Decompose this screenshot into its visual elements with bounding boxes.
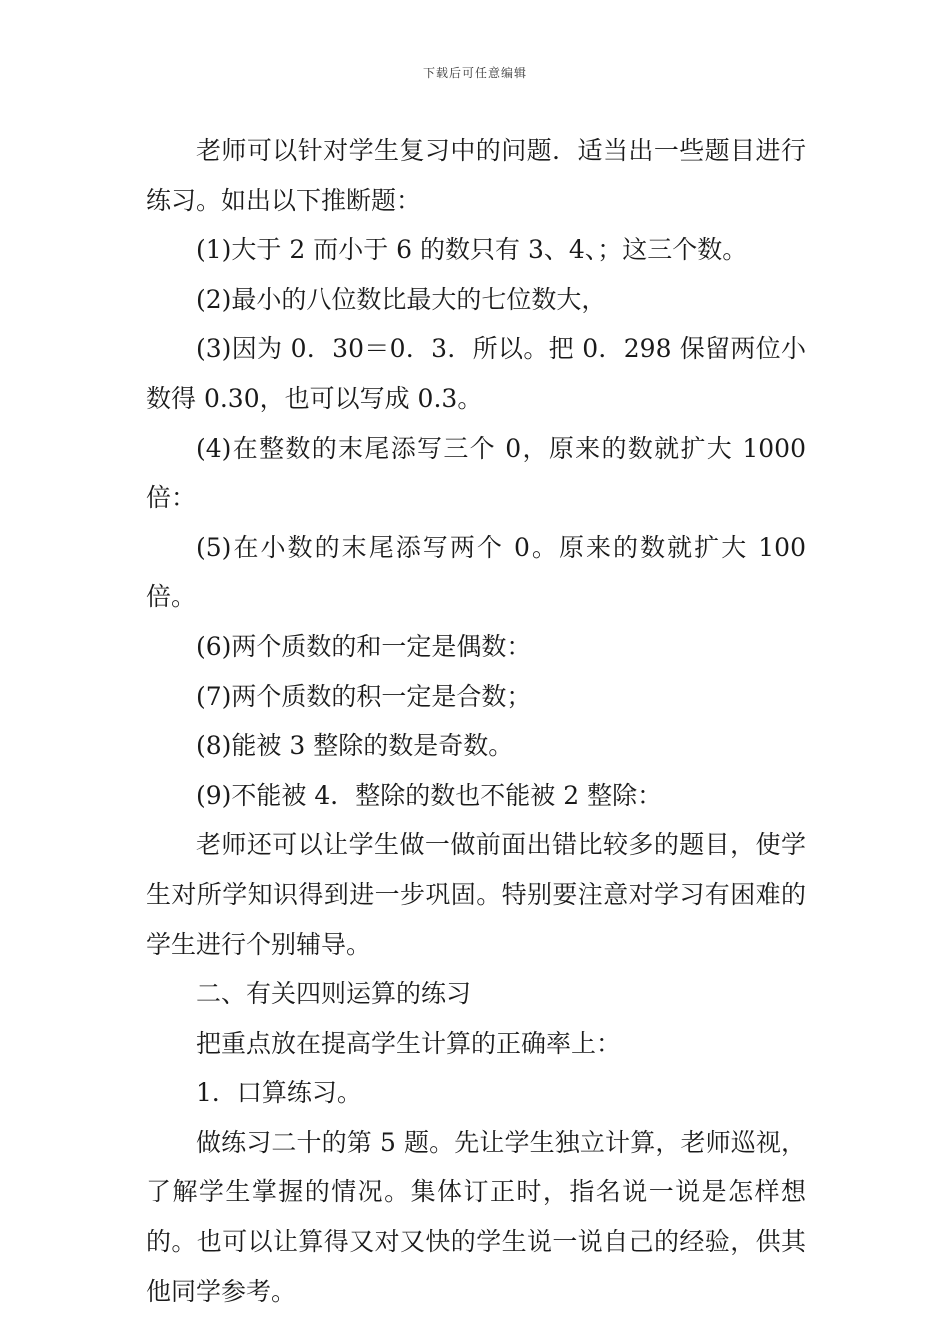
paragraph-item-7: (7)两个质数的积一定是合数； [196, 681, 532, 711]
paragraph-item-4: (4)在整数的末尾添写三个 0，原来的数就扩大 1000 倍： [146, 433, 806, 513]
paragraph-remediation: 老师还可以让学生做一做前面出错比较多的题目，使学生对所学知识得到进一步巩固。特别要注意对学习有困难的学生进行个别辅导。 [146, 830, 806, 959]
paragraph-item-3: (3)因为 0．30＝0．3．所以。把 0．298 保留两位小数得 0.30，也可以写成 0.3。 [146, 334, 806, 413]
paragraph-item-2: (2)最小的八位数比最大的七位数大， [196, 284, 607, 314]
paragraph-intro: 老师可以针对学生复习中的问题．适当出一些题目进行练习。如出以下推断题： [146, 136, 806, 215]
subheading-oral-practice: 1．口算练习。 [196, 1078, 362, 1108]
paragraph-exercise: 做练习二十的第 5 题。先让学生独立计算，老师巡视，了解学生掌握的情况。集体订正时，指名说一说是怎样想的。也可以让算得又对又快的学生说一说自己的经验，供其他同学参考。 [146, 1127, 806, 1306]
paragraph-focus: 把重点放在提高学生计算的正确率上： [196, 1028, 622, 1058]
paragraph-item-9: (9)不能被 4．整除的数也不能被 2 整除： [196, 780, 663, 810]
body-text [146, 126, 806, 1316]
paragraph-item-6: (6)两个质数的和一定是偶数： [196, 631, 532, 661]
paragraph-item-1: (1)大于 2 而小于 6 的数只有 3、4、；这三个数。 [196, 235, 748, 265]
header-note: 下载后可任意编辑 [422, 66, 527, 80]
paragraph-item-8: (8)能被 3 整除的数是奇数。 [196, 731, 514, 761]
paragraph-item-5: (5)在小数的末尾添写两个 0。原来的数就扩大 100 倍。 [146, 532, 806, 612]
section-heading: 二、有关四则运算的练习 [196, 979, 472, 1009]
